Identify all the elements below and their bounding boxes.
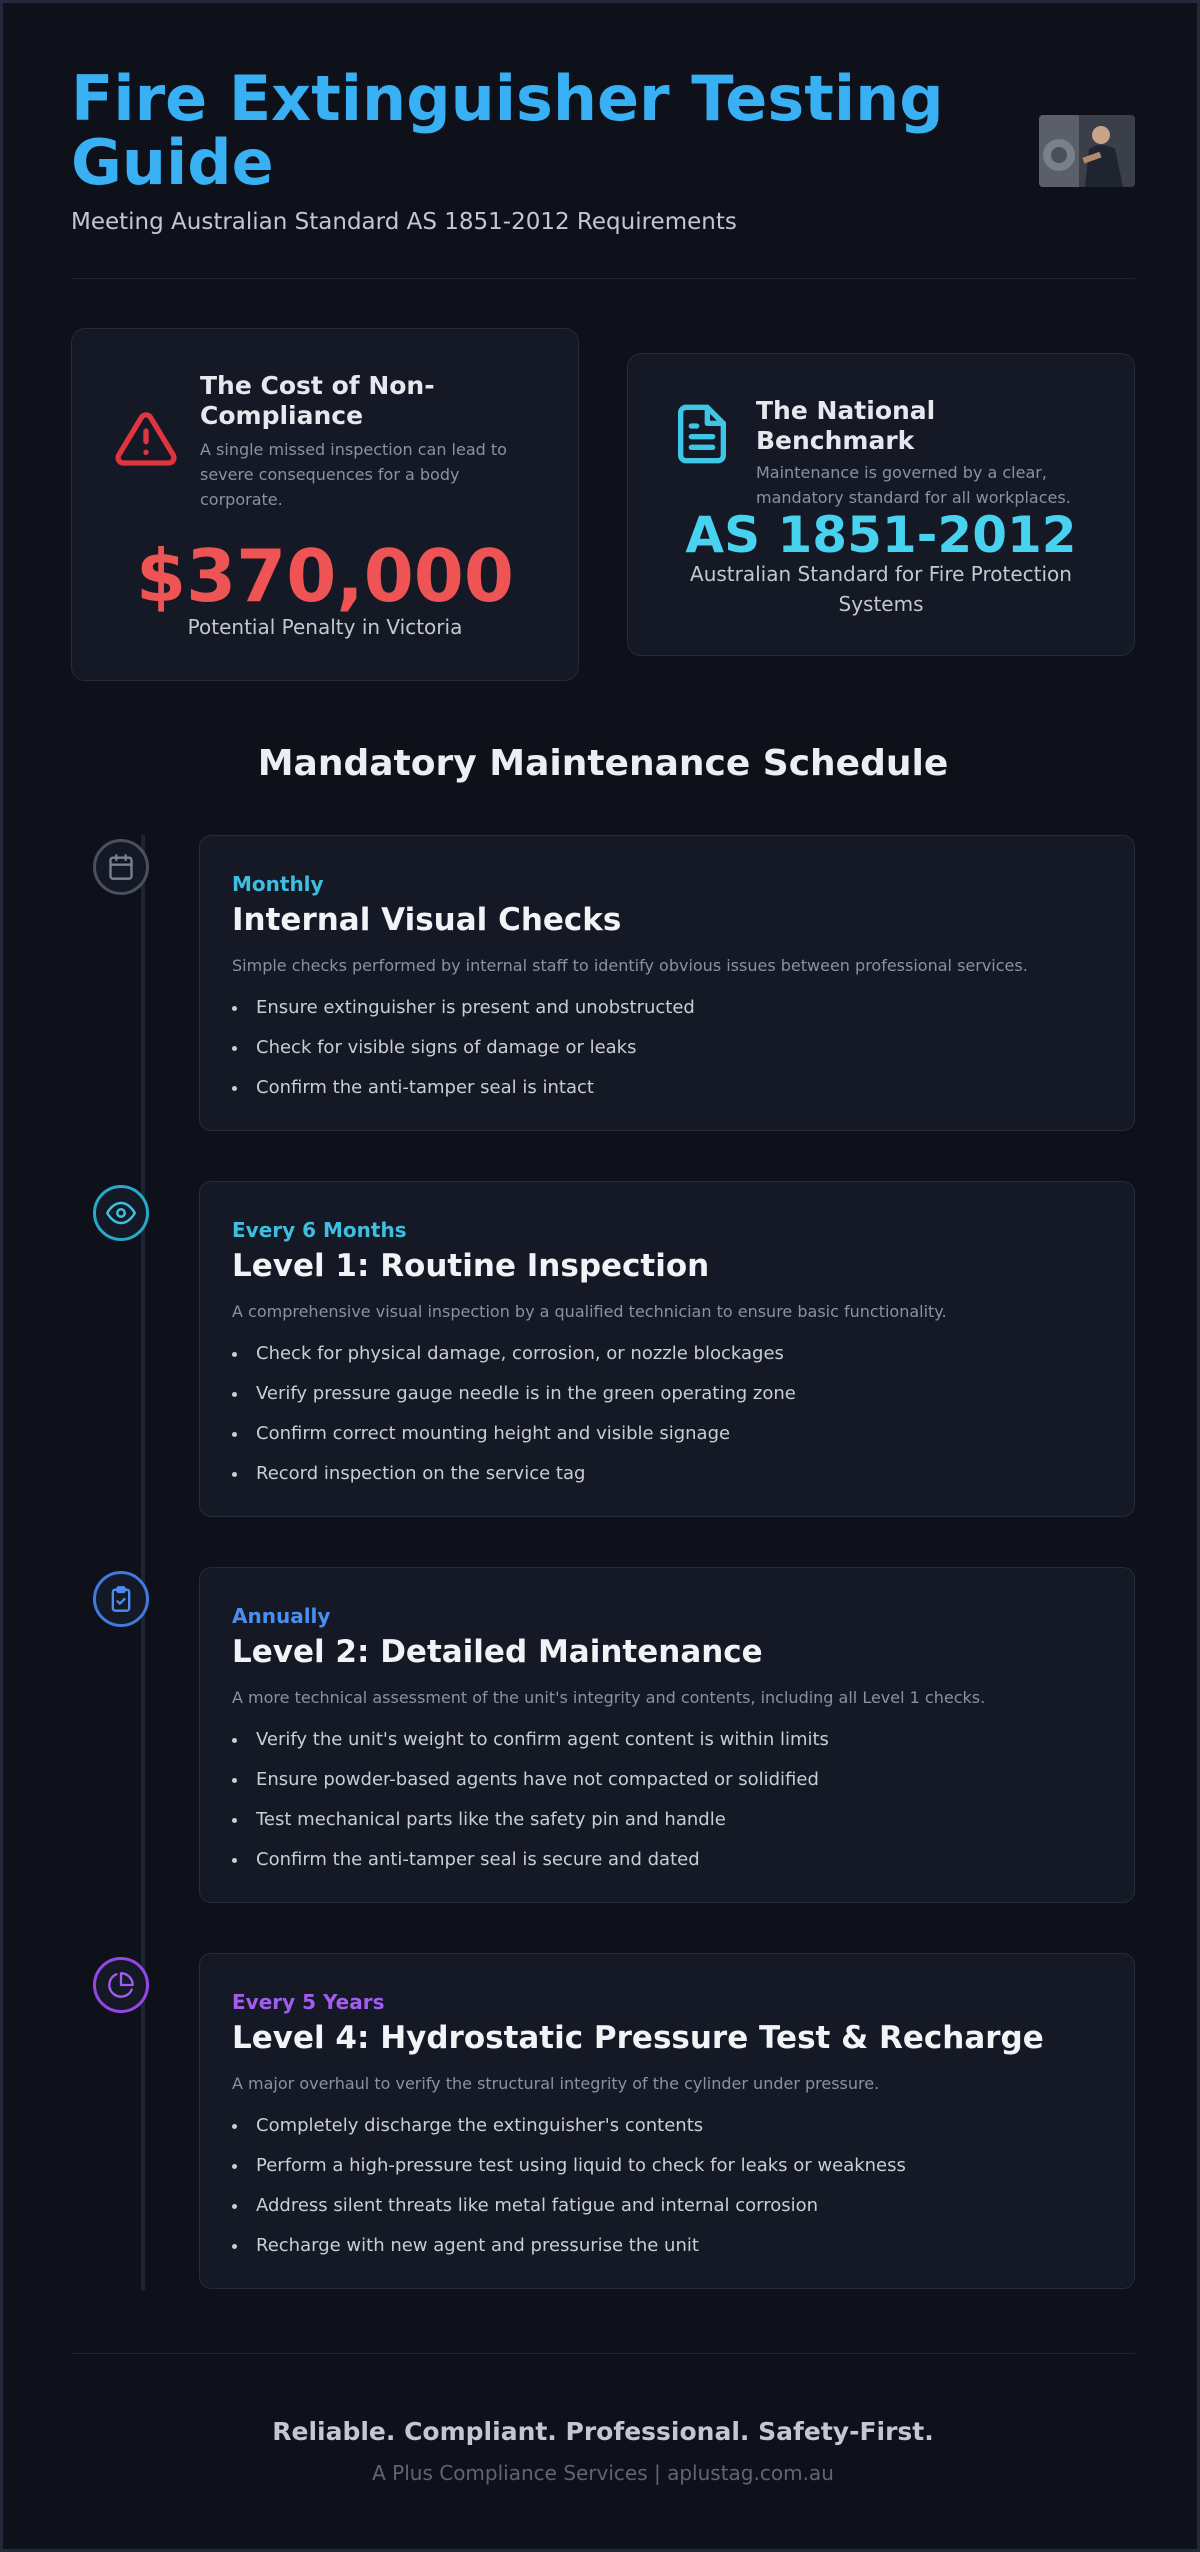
list-item: Address silent threats like metal fatigue and internal corrosion: [232, 2194, 1102, 2218]
list-item: Check for physical damage, corrosion, or nozzle blockages: [232, 1342, 1102, 1366]
stage-checklist: [232, 1728, 1102, 1872]
stage-title: Level 2: Detailed Maintenance: [232, 1634, 763, 1670]
stage-description: Simple checks performed by internal staff to identify obvious issues between professional services.: [232, 956, 1028, 975]
technician-photo: [1039, 115, 1135, 187]
stage-frequency: Every 6 Months: [232, 1218, 407, 1242]
divider: [71, 2353, 1135, 2354]
stage-description: A more technical assessment of the unit's integrity and contents, including all Level 1 checks.: [232, 1688, 986, 1707]
list-item: Ensure powder-based agents have not compacted or solidified: [232, 1768, 1102, 1792]
stage-title: Level 1: Routine Inspection: [232, 1248, 710, 1284]
document-icon: [670, 402, 734, 466]
benchmark-card: [627, 353, 1135, 656]
list-item: Confirm the anti-tamper seal is secure and dated: [232, 1848, 1102, 1872]
warning-triangle-icon: [114, 407, 178, 471]
benchmark-title: The National Benchmark: [756, 396, 936, 455]
penalty-caption: Potential Penalty in Victoria: [187, 615, 463, 639]
calendar-icon: [93, 839, 149, 895]
clipboard-check-icon: [93, 1571, 149, 1627]
stage-title: Internal Visual Checks: [232, 902, 622, 938]
list-item: Completely discharge the extinguisher's contents: [232, 2114, 1102, 2138]
benchmark-caption: Australian Standard for Fire Protection Systems: [690, 562, 1072, 616]
list-item: Confirm correct mounting height and visible signage: [232, 1422, 1102, 1446]
stage-frequency: Annually: [232, 1604, 331, 1628]
stage-checklist: [232, 2114, 1102, 2258]
footer-company[interactable]: A Plus Compliance Services | aplustag.com.au: [372, 2461, 834, 2485]
divider: [71, 278, 1135, 279]
stage-annually: [199, 1567, 1135, 1903]
timeline-line: [141, 835, 145, 2290]
list-item: Record inspection on the service tag: [232, 1462, 1102, 1486]
stage-title: Level 4: Hydrostatic Pressure Test & Recharge: [232, 2020, 1044, 2056]
stage-five-years: [199, 1953, 1135, 2289]
eye-icon: [93, 1185, 149, 1241]
benchmark-description: Maintenance is governed by a clear, mandatory standard for all workplaces.: [756, 463, 1071, 507]
list-item: Confirm the anti-tamper seal is intact: [232, 1076, 1102, 1100]
page-title: Fire Extinguisher Testing Guide: [71, 62, 944, 199]
stage-frequency: Every 5 Years: [232, 1990, 385, 2014]
stage-checklist: [232, 996, 1102, 1100]
list-item: Verify the unit's weight to confirm agent content is within limits: [232, 1728, 1102, 1752]
page-subtitle: Meeting Australian Standard AS 1851-2012 Requirements: [71, 209, 737, 235]
stage-checklist: [232, 1342, 1102, 1486]
list-item: Ensure extinguisher is present and unobstructed: [232, 996, 1102, 1020]
penalty-title: The Cost of Non-Compliance: [200, 371, 435, 430]
benchmark-value: AS 1851-2012: [685, 506, 1077, 564]
penalty-card: [71, 328, 579, 681]
stage-description: A comprehensive visual inspection by a qualified technician to ensure basic functionality.: [232, 1302, 947, 1321]
list-item: Recharge with new agent and pressurise the unit: [232, 2234, 1102, 2258]
footer-tagline: Reliable. Compliant. Professional. Safety-First.: [272, 2417, 934, 2446]
penalty-value: $370,000: [135, 534, 515, 618]
stage-description: A major overhaul to verify the structural integrity of the cylinder under pressure.: [232, 2074, 880, 2093]
list-item: Test mechanical parts like the safety pin and handle: [232, 1808, 1102, 1832]
stage-six-months: [199, 1181, 1135, 1517]
penalty-description: A single missed inspection can lead to severe consequences for a body corporate.: [200, 440, 507, 509]
list-item: Perform a high-pressure test using liquid to check for leaks or weakness: [232, 2154, 1102, 2178]
schedule-title: Mandatory Maintenance Schedule: [257, 743, 949, 784]
header: [71, 62, 1135, 247]
list-item: Verify pressure gauge needle is in the green operating zone: [232, 1382, 1102, 1406]
stage-frequency: Monthly: [232, 872, 324, 896]
list-item: Check for visible signs of damage or leaks: [232, 1036, 1102, 1060]
stage-monthly: [199, 835, 1135, 1131]
pie-chart-icon: [93, 1957, 149, 2013]
